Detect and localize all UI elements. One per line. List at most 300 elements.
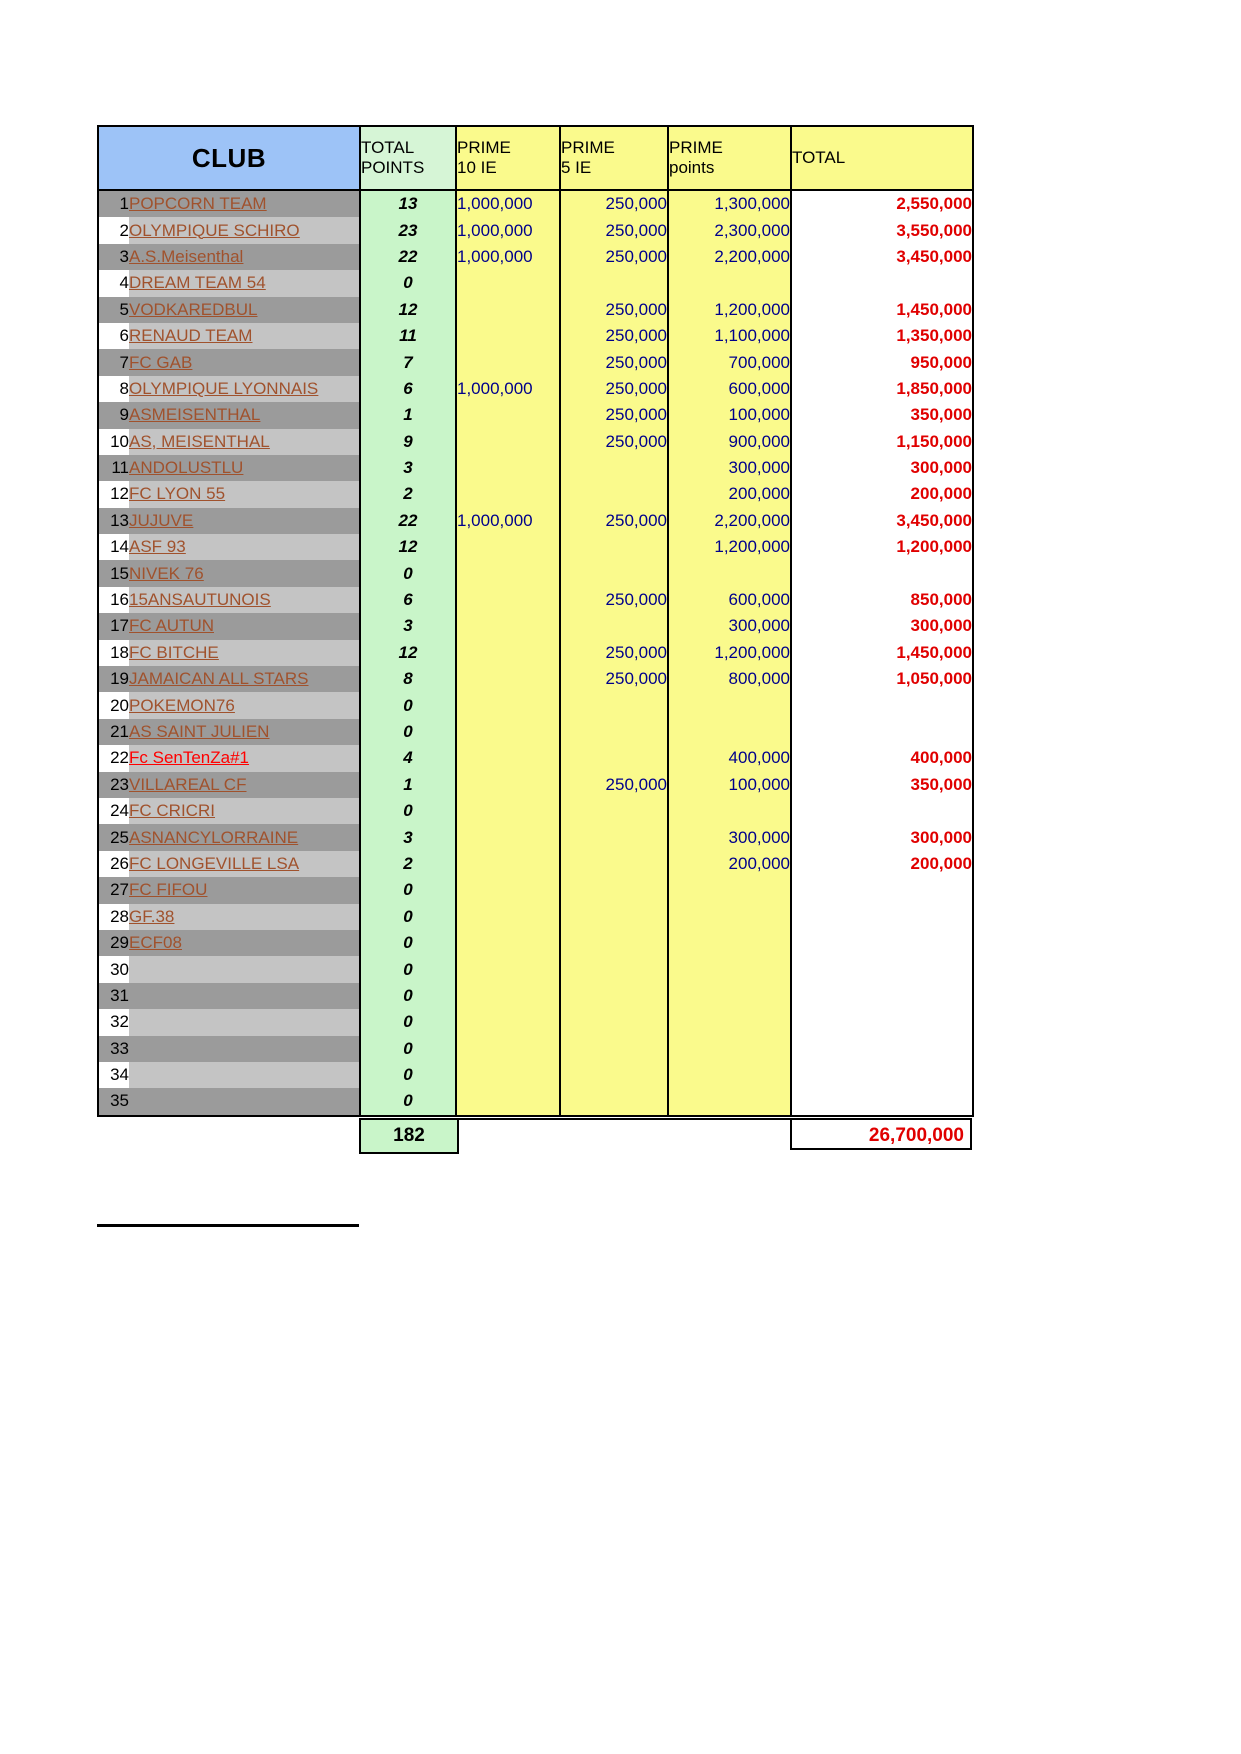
total-cell: 2,550,000	[791, 190, 973, 217]
column-header-prime-5-ie-line1: PRIME	[561, 138, 615, 158]
prime-5-ie-cell: 250,000	[560, 429, 668, 455]
prime-points-cell	[668, 798, 791, 824]
club-name-cell[interactable]	[129, 613, 360, 639]
prime-5-ie-cell	[560, 983, 668, 1009]
total-cell: 3,450,000	[791, 508, 973, 534]
table-row	[98, 877, 973, 903]
prime-points-cell	[668, 904, 791, 930]
row-number: 4	[98, 270, 129, 296]
prime-10-ie-cell	[456, 745, 560, 771]
prime-10-ie-cell: 1,000,000	[456, 217, 560, 243]
row-number: 3	[98, 244, 129, 270]
prime-points-cell: 300,000	[668, 613, 791, 639]
total-cell	[791, 904, 973, 930]
summary-total-points: 182	[359, 1118, 459, 1154]
row-number: 2	[98, 217, 129, 243]
prime-10-ie-cell	[456, 666, 560, 692]
table-row	[98, 1036, 973, 1062]
prime-10-ie-cell	[456, 930, 560, 956]
prime-points-cell: 1,100,000	[668, 323, 791, 349]
prime-points-cell	[668, 1062, 791, 1088]
prime-10-ie-cell	[456, 851, 560, 877]
total-points-cell: 0	[360, 1088, 456, 1115]
prime-10-ie-cell	[456, 613, 560, 639]
club-name-label: OLYMPIQUE SCHIRO	[129, 220, 300, 240]
prime-5-ie-cell	[560, 745, 668, 771]
prime-5-ie-cell	[560, 455, 668, 481]
total-cell: 300,000	[791, 455, 973, 481]
total-points-cell: 0	[360, 956, 456, 982]
table-row	[98, 666, 973, 692]
row-number: 24	[98, 798, 129, 824]
prime-10-ie-cell	[456, 481, 560, 507]
club-name-cell[interactable]	[129, 956, 360, 982]
prime-10-ie-cell	[456, 455, 560, 481]
club-name-cell[interactable]	[129, 851, 360, 877]
club-name-cell[interactable]	[129, 349, 360, 375]
column-header-prime-10-ie-line2: 10 IE	[457, 158, 497, 177]
prime-points-cell: 600,000	[668, 376, 791, 402]
column-header-prime-points-line1: PRIME	[669, 138, 723, 158]
club-name-label: NIVEK 76	[129, 563, 204, 583]
club-name-cell[interactable]	[129, 1009, 360, 1035]
column-header-prime-points	[668, 126, 791, 190]
table-row	[98, 692, 973, 718]
prime-10-ie-cell	[456, 640, 560, 666]
total-points-cell: 0	[360, 270, 456, 296]
prime-5-ie-cell	[560, 824, 668, 850]
club-name-label: RENAUD TEAM	[129, 326, 253, 346]
summary-divider	[457, 1118, 790, 1152]
column-header-prime-10-ie	[456, 126, 560, 190]
row-number: 33	[98, 1036, 129, 1062]
column-header-total-points-line2: POINTS	[361, 158, 425, 177]
club-name-label: POPCORN TEAM	[129, 194, 267, 214]
table-row	[98, 244, 973, 270]
table-row	[98, 824, 973, 850]
total-cell: 350,000	[791, 772, 973, 798]
total-points-cell: 22	[360, 244, 456, 270]
club-name-cell[interactable]	[129, 297, 360, 323]
club-name-cell[interactable]	[129, 190, 360, 217]
club-name-label: ECF08	[129, 933, 182, 953]
prime-points-cell: 700,000	[668, 349, 791, 375]
prime-5-ie-cell	[560, 956, 668, 982]
prime-points-cell: 200,000	[668, 851, 791, 877]
total-cell	[791, 270, 973, 296]
prime-10-ie-cell	[456, 983, 560, 1009]
table-row	[98, 613, 973, 639]
club-name-cell[interactable]	[129, 1088, 360, 1115]
prime-points-cell: 400,000	[668, 745, 791, 771]
club-name-cell[interactable]	[129, 455, 360, 481]
club-name-cell[interactable]	[129, 323, 360, 349]
club-name-cell[interactable]	[129, 1036, 360, 1062]
row-number: 16	[98, 587, 129, 613]
total-points-cell: 1	[360, 402, 456, 428]
table-row	[98, 904, 973, 930]
total-cell	[791, 1036, 973, 1062]
row-number: 21	[98, 719, 129, 745]
prime-points-cell: 2,300,000	[668, 217, 791, 243]
column-header-prime-10-ie-line1: PRIME	[457, 138, 511, 158]
club-name-cell[interactable]	[129, 270, 360, 296]
prime-points-cell: 1,200,000	[668, 640, 791, 666]
table-row	[98, 930, 973, 956]
club-name-label: VILLAREAL CF	[129, 774, 247, 794]
prime-points-cell: 300,000	[668, 824, 791, 850]
prime-5-ie-cell	[560, 930, 668, 956]
prime-10-ie-cell: 1,000,000	[456, 508, 560, 534]
table-row	[98, 956, 973, 982]
prime-10-ie-cell	[456, 560, 560, 586]
club-name-label: FC GAB	[129, 352, 193, 372]
row-number: 18	[98, 640, 129, 666]
club-name-label: Fc SenTenZa#1	[129, 748, 250, 768]
prime-points-cell: 1,200,000	[668, 534, 791, 560]
table-row	[98, 323, 973, 349]
table-row	[98, 560, 973, 586]
prime-10-ie-cell	[456, 956, 560, 982]
prime-10-ie-cell	[456, 349, 560, 375]
row-number: 22	[98, 745, 129, 771]
prime-points-cell: 600,000	[668, 587, 791, 613]
prime-10-ie-cell	[456, 1036, 560, 1062]
total-points-cell: 0	[360, 798, 456, 824]
prime-10-ie-cell	[456, 692, 560, 718]
total-cell: 1,200,000	[791, 534, 973, 560]
row-number: 29	[98, 930, 129, 956]
table-row	[98, 429, 973, 455]
total-points-cell: 9	[360, 429, 456, 455]
total-cell	[791, 1009, 973, 1035]
club-name-cell[interactable]	[129, 983, 360, 1009]
prime-10-ie-cell	[456, 323, 560, 349]
club-name-label: FC CRICRI	[129, 801, 215, 821]
total-cell: 400,000	[791, 745, 973, 771]
club-name-cell[interactable]	[129, 534, 360, 560]
prime-5-ie-cell	[560, 692, 668, 718]
total-cell: 3,450,000	[791, 244, 973, 270]
prime-5-ie-cell: 250,000	[560, 508, 668, 534]
prime-5-ie-cell: 250,000	[560, 323, 668, 349]
total-cell	[791, 930, 973, 956]
total-points-cell: 3	[360, 455, 456, 481]
total-cell: 350,000	[791, 402, 973, 428]
club-name-cell[interactable]	[129, 824, 360, 850]
row-number: 7	[98, 349, 129, 375]
total-points-cell: 13	[360, 190, 456, 217]
table-row	[98, 534, 973, 560]
prime-points-cell: 100,000	[668, 772, 791, 798]
club-name-cell[interactable]	[129, 640, 360, 666]
row-number: 10	[98, 429, 129, 455]
prime-10-ie-cell	[456, 798, 560, 824]
prime-5-ie-cell: 250,000	[560, 772, 668, 798]
total-points-cell: 0	[360, 1036, 456, 1062]
total-points-cell: 12	[360, 534, 456, 560]
club-name-label: FC LYON 55	[129, 484, 226, 504]
table-row	[98, 587, 973, 613]
club-name-cell[interactable]	[129, 244, 360, 270]
club-name-label: POKEMON76	[129, 695, 235, 715]
club-name-cell[interactable]	[129, 745, 360, 771]
club-name-label: 15ANSAUTUNOIS	[129, 590, 271, 610]
table-row	[98, 851, 973, 877]
total-points-cell: 0	[360, 983, 456, 1009]
row-number: 14	[98, 534, 129, 560]
total-cell: 850,000	[791, 587, 973, 613]
total-cell	[791, 692, 973, 718]
total-points-cell: 12	[360, 640, 456, 666]
table-row	[98, 270, 973, 296]
club-name-cell[interactable]	[129, 429, 360, 455]
summary-grand-total: 26,700,000	[790, 1118, 972, 1150]
total-points-cell: 0	[360, 692, 456, 718]
total-points-cell: 0	[360, 877, 456, 903]
prime-5-ie-cell	[560, 1088, 668, 1115]
total-points-cell: 8	[360, 666, 456, 692]
prime-points-cell	[668, 1009, 791, 1035]
table-row	[98, 455, 973, 481]
total-points-cell: 6	[360, 587, 456, 613]
total-cell	[791, 798, 973, 824]
total-cell	[791, 560, 973, 586]
club-name-cell[interactable]	[129, 692, 360, 718]
row-number: 26	[98, 851, 129, 877]
total-points-cell: 22	[360, 508, 456, 534]
prime-points-cell	[668, 983, 791, 1009]
table-header	[98, 126, 973, 190]
summary-row	[97, 1118, 972, 1152]
prime-5-ie-cell: 250,000	[560, 190, 668, 217]
column-header-club: CLUB	[98, 126, 360, 190]
prime-5-ie-cell	[560, 613, 668, 639]
total-points-cell: 11	[360, 323, 456, 349]
prime-10-ie-cell	[456, 429, 560, 455]
total-points-cell: 3	[360, 613, 456, 639]
prime-10-ie-cell	[456, 587, 560, 613]
total-cell	[791, 719, 973, 745]
club-name-label: JUJUVE	[129, 510, 194, 530]
prime-10-ie-cell	[456, 904, 560, 930]
prime-5-ie-cell: 250,000	[560, 402, 668, 428]
club-name-label: OLYMPIQUE LYONNAIS	[129, 378, 319, 398]
table-row	[98, 719, 973, 745]
prime-5-ie-cell	[560, 1062, 668, 1088]
total-cell: 1,450,000	[791, 640, 973, 666]
table-row	[98, 349, 973, 375]
prime-points-cell	[668, 930, 791, 956]
prime-10-ie-cell	[456, 402, 560, 428]
prime-5-ie-cell	[560, 851, 668, 877]
row-number: 15	[98, 560, 129, 586]
club-name-label: AS SAINT JULIEN	[129, 722, 270, 741]
club-name-cell[interactable]	[129, 376, 360, 402]
total-points-cell: 3	[360, 824, 456, 850]
prime-5-ie-cell	[560, 798, 668, 824]
prime-10-ie-cell	[456, 772, 560, 798]
prime-points-cell: 100,000	[668, 402, 791, 428]
row-number: 19	[98, 666, 129, 692]
total-points-cell: 0	[360, 1009, 456, 1035]
club-name-cell[interactable]	[129, 402, 360, 428]
total-cell	[791, 983, 973, 1009]
prime-points-cell	[668, 956, 791, 982]
total-points-cell: 0	[360, 1062, 456, 1088]
table-row	[98, 297, 973, 323]
total-cell: 3,550,000	[791, 217, 973, 243]
prime-5-ie-cell	[560, 1009, 668, 1035]
prime-5-ie-cell: 250,000	[560, 587, 668, 613]
club-name-label: AS, MEISENTHAL	[129, 431, 270, 451]
club-name-cell[interactable]	[129, 719, 360, 745]
prime-5-ie-cell	[560, 877, 668, 903]
row-number: 20	[98, 692, 129, 718]
prime-5-ie-cell: 250,000	[560, 217, 668, 243]
club-name-cell[interactable]	[129, 508, 360, 534]
total-cell	[791, 1088, 973, 1115]
prime-points-cell: 300,000	[668, 455, 791, 481]
row-number: 34	[98, 1062, 129, 1088]
prime-5-ie-cell: 250,000	[560, 666, 668, 692]
table-row	[98, 1009, 973, 1035]
table-row	[98, 481, 973, 507]
row-number: 32	[98, 1009, 129, 1035]
prime-points-cell: 900,000	[668, 429, 791, 455]
club-name-cell[interactable]	[129, 904, 360, 930]
row-number: 28	[98, 904, 129, 930]
row-number: 1	[98, 190, 129, 217]
row-number: 17	[98, 613, 129, 639]
table-body	[98, 190, 973, 1116]
club-name-label: A.S.Meisenthal	[129, 246, 244, 266]
total-cell: 950,000	[791, 349, 973, 375]
table-row	[98, 1088, 973, 1115]
total-cell: 300,000	[791, 613, 973, 639]
club-name-label: VODKAREDBUL	[129, 299, 258, 319]
club-name-cell[interactable]	[129, 1062, 360, 1088]
club-name-label: GF.38	[129, 906, 175, 926]
prime-5-ie-cell: 250,000	[560, 244, 668, 270]
total-points-cell: 2	[360, 481, 456, 507]
table-row	[98, 745, 973, 771]
club-name-cell[interactable]	[129, 666, 360, 692]
row-number: 12	[98, 481, 129, 507]
sheet-edge-artifact	[97, 1222, 359, 1234]
table-row	[98, 190, 973, 217]
row-number: 13	[98, 508, 129, 534]
column-header-total	[791, 126, 973, 190]
column-header-prime-5-ie-line2: 5 IE	[561, 158, 592, 177]
prime-5-ie-cell: 250,000	[560, 297, 668, 323]
total-cell: 1,050,000	[791, 666, 973, 692]
total-points-cell: 0	[360, 719, 456, 745]
prime-10-ie-cell	[456, 877, 560, 903]
total-cell: 200,000	[791, 481, 973, 507]
table-row	[98, 983, 973, 1009]
prime-points-cell	[668, 719, 791, 745]
club-name-cell[interactable]	[129, 481, 360, 507]
prime-points-cell: 200,000	[668, 481, 791, 507]
row-number: 6	[98, 323, 129, 349]
total-points-cell: 23	[360, 217, 456, 243]
total-points-cell: 12	[360, 297, 456, 323]
prime-5-ie-cell	[560, 270, 668, 296]
prime-10-ie-cell	[456, 719, 560, 745]
club-name-label: DREAM TEAM 54	[129, 273, 266, 293]
row-number: 9	[98, 402, 129, 428]
club-name-cell[interactable]	[129, 930, 360, 956]
prime-5-ie-cell: 250,000	[560, 640, 668, 666]
prime-points-cell	[668, 1036, 791, 1062]
table-row	[98, 217, 973, 243]
prime-5-ie-cell	[560, 560, 668, 586]
row-number: 8	[98, 376, 129, 402]
prime-10-ie-cell: 1,000,000	[456, 376, 560, 402]
total-points-cell: 7	[360, 349, 456, 375]
prime-5-ie-cell	[560, 904, 668, 930]
club-name-label: ASMEISENTHAL	[129, 405, 261, 425]
table-row	[98, 640, 973, 666]
prime-points-cell	[668, 560, 791, 586]
total-points-cell: 4	[360, 745, 456, 771]
total-cell	[791, 956, 973, 982]
club-name-cell[interactable]	[129, 217, 360, 243]
row-number: 31	[98, 983, 129, 1009]
column-header-prime-points-line2: points	[669, 158, 715, 177]
club-name-cell[interactable]	[129, 587, 360, 613]
prime-5-ie-cell	[560, 534, 668, 560]
total-cell: 1,450,000	[791, 297, 973, 323]
club-name-label: FC AUTUN	[129, 616, 214, 636]
prime-points-cell: 800,000	[668, 666, 791, 692]
row-number: 30	[98, 956, 129, 982]
prime-points-cell	[668, 1088, 791, 1115]
club-name-cell[interactable]	[129, 798, 360, 824]
total-cell: 1,150,000	[791, 429, 973, 455]
total-points-cell: 1	[360, 772, 456, 798]
column-header-total-points-line1: TOTAL	[361, 138, 415, 158]
club-name-cell[interactable]	[129, 560, 360, 586]
prime-points-cell: 2,200,000	[668, 244, 791, 270]
row-number: 25	[98, 824, 129, 850]
total-cell: 1,850,000	[791, 376, 973, 402]
column-header-prime-5-ie	[560, 126, 668, 190]
total-points-cell: 2	[360, 851, 456, 877]
prime-10-ie-cell	[456, 824, 560, 850]
prime-points-cell	[668, 270, 791, 296]
prime-5-ie-cell: 250,000	[560, 349, 668, 375]
club-name-label: ASNANCYLORRAINE	[129, 827, 299, 847]
club-name-cell[interactable]	[129, 877, 360, 903]
total-cell	[791, 877, 973, 903]
prime-5-ie-cell: 250,000	[560, 376, 668, 402]
club-name-label: FC FIFOU	[129, 880, 208, 900]
prime-10-ie-cell	[456, 270, 560, 296]
total-points-cell: 0	[360, 560, 456, 586]
total-cell: 300,000	[791, 824, 973, 850]
row-number: 23	[98, 772, 129, 798]
club-name-label: ANDOLUSTLU	[129, 458, 244, 478]
column-header-total-line1: TOTAL	[792, 148, 846, 168]
prime-points-cell	[668, 877, 791, 903]
club-name-cell[interactable]	[129, 772, 360, 798]
prime-5-ie-cell	[560, 719, 668, 745]
prime-10-ie-cell	[456, 534, 560, 560]
ranking-spreadsheet	[97, 125, 972, 1152]
club-name-label: JAMAICAN ALL STARS	[129, 669, 309, 689]
